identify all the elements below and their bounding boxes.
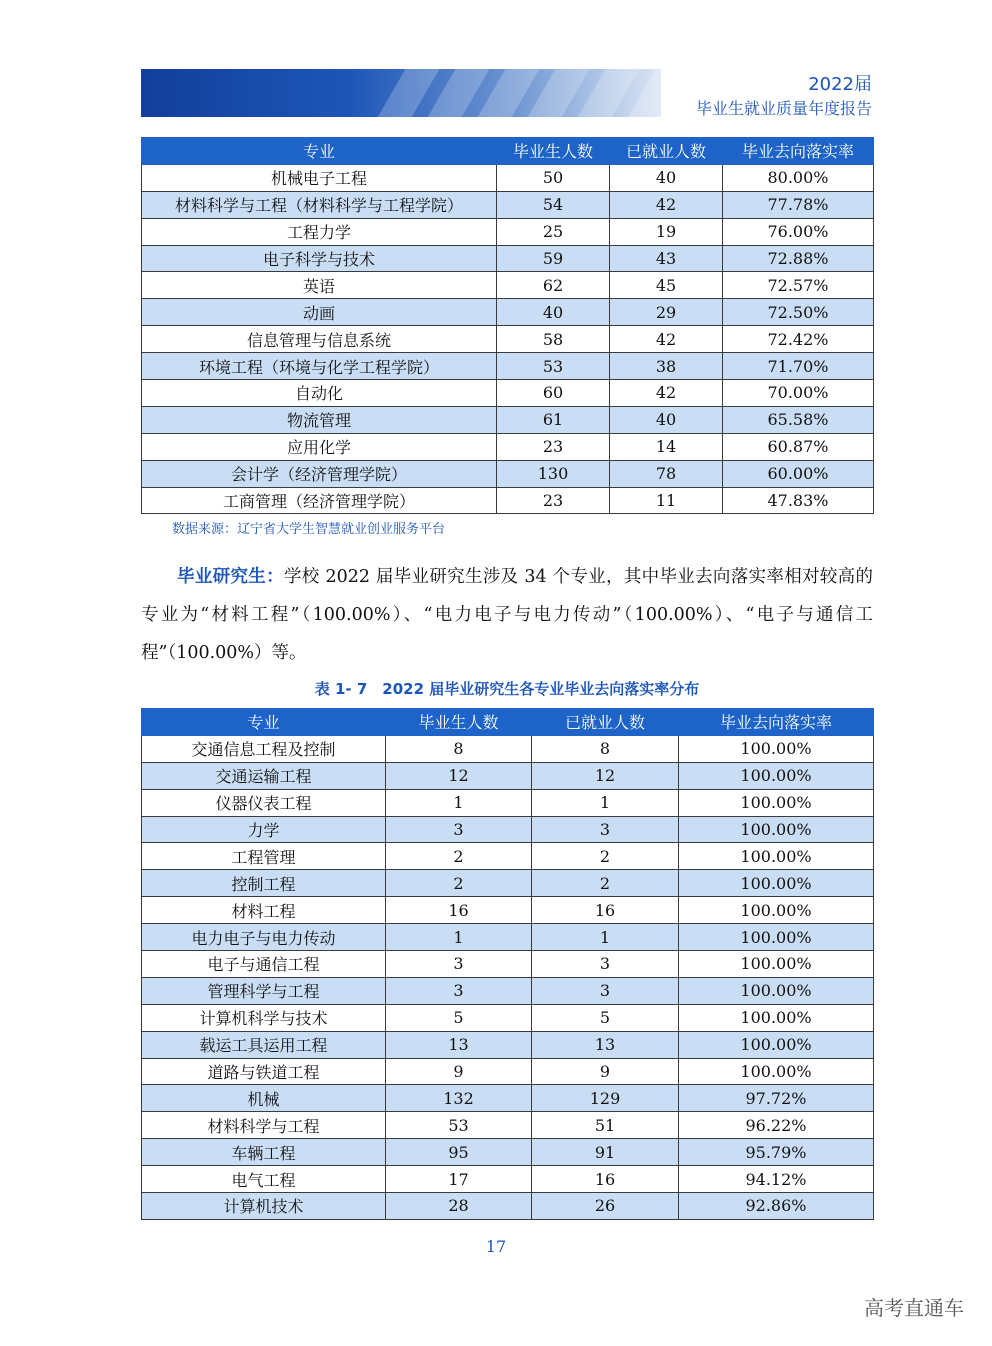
table-row [142,816,874,843]
table-row [142,735,874,762]
table-cell: 英语 [142,272,497,299]
header-banner [141,69,661,117]
table-cell: 9 [532,1058,679,1085]
table-cell: 力学 [142,816,386,843]
table-cell: 100.00% [679,870,874,897]
column-header: 毕业生人数 [386,709,532,736]
table-row [142,1139,874,1166]
table-cell: 电子科学与技术 [142,245,497,272]
column-header: 已就业人数 [610,138,723,165]
table-cell: 60 [497,380,610,407]
table-row [142,1166,874,1193]
table-cell: 62 [497,272,610,299]
table-cell: 信息管理与信息系统 [142,326,497,353]
table-cell: 23 [497,433,610,460]
table-cell: 100.00% [679,977,874,1004]
table-row [142,870,874,897]
table-cell: 100.00% [679,735,874,762]
table-cell: 100.00% [679,1004,874,1031]
table-cell: 仪器仪表工程 [142,789,386,816]
table-row [142,1193,874,1220]
table-cell: 53 [497,353,610,380]
grad-major-table [141,708,874,1220]
column-header: 毕业生人数 [497,138,610,165]
table-cell: 动画 [142,299,497,326]
table-row [142,789,874,816]
table-cell: 材料科学与工程 [142,1112,386,1139]
table-cell: 72.57% [723,272,874,299]
page-number: 17 [485,1237,507,1256]
table-cell: 2 [386,843,532,870]
table-cell: 1 [532,924,679,951]
table-cell: 车辆工程 [142,1139,386,1166]
table-cell: 3 [532,977,679,1004]
table-row [142,191,874,218]
table-cell: 8 [532,735,679,762]
table-cell: 2 [386,870,532,897]
watermark: 高考直通车 [864,1296,964,1320]
table-row [142,897,874,924]
table-row [142,460,874,487]
table-cell: 19 [610,218,723,245]
table-cell: 28 [386,1193,532,1220]
table-cell: 50 [497,164,610,191]
table-row [142,406,874,433]
table-cell: 材料科学与工程（材料科学与工程学院） [142,191,497,218]
table-cell: 100.00% [679,1031,874,1058]
table-cell: 100.00% [679,897,874,924]
table-cell: 25 [497,218,610,245]
table-row [142,487,874,514]
table-header-row [142,709,874,736]
table-cell: 71.70% [723,353,874,380]
table-row [142,164,874,191]
table-cell: 76.00% [723,218,874,245]
table-cell: 14 [610,433,723,460]
table-cell: 会计学（经济管理学院） [142,460,497,487]
table-row [142,433,874,460]
table-cell: 计算机技术 [142,1193,386,1220]
table-cell: 42 [610,326,723,353]
table-cell: 65.58% [723,406,874,433]
table-row [142,326,874,353]
table-row [142,1085,874,1112]
table-cell: 59 [497,245,610,272]
table-cell: 23 [497,487,610,514]
table-cell: 17 [386,1166,532,1193]
table-cell: 物流管理 [142,406,497,433]
table-cell: 40 [497,299,610,326]
table-cell: 1 [386,924,532,951]
source-note: 数据来源：辽宁省大学生智慧就业创业服务平台 [172,522,446,537]
table-cell: 72.42% [723,326,874,353]
table-row [142,272,874,299]
table-cell: 60.00% [723,460,874,487]
table-cell: 40 [610,406,723,433]
grad-paragraph [141,558,873,672]
table-cell: 100.00% [679,789,874,816]
table-header-row [142,138,874,165]
table-row [142,977,874,1004]
table-cell: 载运工具运用工程 [142,1031,386,1058]
table-cell: 1 [386,789,532,816]
table-cell: 100.00% [679,924,874,951]
table-cell: 3 [532,816,679,843]
table-row [142,1058,874,1085]
table-cell: 机械 [142,1085,386,1112]
table-cell: 材料工程 [142,897,386,924]
table-cell: 工商管理（经济管理学院） [142,487,497,514]
table-cell: 工程力学 [142,218,497,245]
table-cell: 97.72% [679,1085,874,1112]
table-cell: 58 [497,326,610,353]
table-cell: 管理科学与工程 [142,977,386,1004]
table-cell: 43 [610,245,723,272]
table-cell: 道路与铁道工程 [142,1058,386,1085]
column-header: 毕业去向落实率 [679,709,874,736]
table-cell: 环境工程（环境与化学工程学院） [142,353,497,380]
table-cell: 129 [532,1085,679,1112]
table-cell: 电力电子与电力传动 [142,924,386,951]
table-cell: 100.00% [679,843,874,870]
table-caption: 表 1- 7 2022 届毕业研究生各专业毕业去向落实率分布 [314,680,700,698]
table-cell: 54 [497,191,610,218]
table-cell: 60.87% [723,433,874,460]
column-header: 已就业人数 [532,709,679,736]
table-cell: 95.79% [679,1139,874,1166]
table-row [142,1112,874,1139]
table-cell: 机械电子工程 [142,164,497,191]
table-cell: 130 [497,460,610,487]
table-cell: 100.00% [679,762,874,789]
paragraph-lead: 毕业研究生： [177,567,284,587]
table-cell: 92.86% [679,1193,874,1220]
table-cell: 13 [532,1031,679,1058]
table-row [142,1004,874,1031]
table-cell: 77.78% [723,191,874,218]
table-cell: 70.00% [723,380,874,407]
table-cell: 3 [386,951,532,978]
table-cell: 工程管理 [142,843,386,870]
table-cell: 40 [610,164,723,191]
table-cell: 计算机科学与技术 [142,1004,386,1031]
table-row [142,245,874,272]
table-cell: 100.00% [679,951,874,978]
table-cell: 自动化 [142,380,497,407]
table-cell: 61 [497,406,610,433]
table-cell: 42 [610,191,723,218]
column-header: 专业 [142,709,386,736]
table-row [142,924,874,951]
table-cell: 72.50% [723,299,874,326]
table-cell: 132 [386,1085,532,1112]
table-cell: 45 [610,272,723,299]
table-cell: 9 [386,1058,532,1085]
table-cell: 3 [532,951,679,978]
table-cell: 5 [532,1004,679,1031]
table-cell: 29 [610,299,723,326]
table-cell: 16 [532,897,679,924]
paragraph-text: 学校 2022 届毕业研究生涉及 34 个专业，其中毕业去向落实率相对较高的专业为“材料工程”（100.00%）、“电力电子与电力传动”（100.00%）、“电子与通信工程”（100.00%）等。 [141,567,874,663]
table-cell: 78 [610,460,723,487]
table-row [142,1031,874,1058]
table-cell: 94.12% [679,1166,874,1193]
column-header: 专业 [142,138,497,165]
table-cell: 38 [610,353,723,380]
table-cell: 96.22% [679,1112,874,1139]
table-cell: 3 [386,816,532,843]
table-cell: 16 [386,897,532,924]
table-row [142,380,874,407]
table-cell: 91 [532,1139,679,1166]
table-cell: 11 [610,487,723,514]
table-cell: 1 [532,789,679,816]
table-cell: 交通运输工程 [142,762,386,789]
table-cell: 51 [532,1112,679,1139]
table-row [142,762,874,789]
header-title: 毕业生就业质量年度报告 [695,99,872,118]
table-cell: 53 [386,1112,532,1139]
table-row [142,299,874,326]
table-cell: 控制工程 [142,870,386,897]
table-cell: 12 [386,762,532,789]
table-cell: 5 [386,1004,532,1031]
table-cell: 47.83% [723,487,874,514]
table-cell: 交通信息工程及控制 [142,735,386,762]
table-cell: 42 [610,380,723,407]
undergrad-major-table [141,137,874,514]
table-row [142,218,874,245]
table-cell: 95 [386,1139,532,1166]
table-cell: 72.88% [723,245,874,272]
table-row [142,951,874,978]
table-cell: 12 [532,762,679,789]
table-cell: 电气工程 [142,1166,386,1193]
table-cell: 2 [532,843,679,870]
table-cell: 8 [386,735,532,762]
table-cell: 80.00% [723,164,874,191]
table-cell: 应用化学 [142,433,497,460]
table-row [142,353,874,380]
table-row [142,843,874,870]
table-cell: 13 [386,1031,532,1058]
table-cell: 26 [532,1193,679,1220]
table-cell: 16 [532,1166,679,1193]
table-cell: 100.00% [679,1058,874,1085]
table-cell: 100.00% [679,816,874,843]
header-year: 2022届 [808,74,872,95]
table-cell: 3 [386,977,532,1004]
table-cell: 电子与通信工程 [142,951,386,978]
column-header: 毕业去向落实率 [723,138,874,165]
table-cell: 2 [532,870,679,897]
